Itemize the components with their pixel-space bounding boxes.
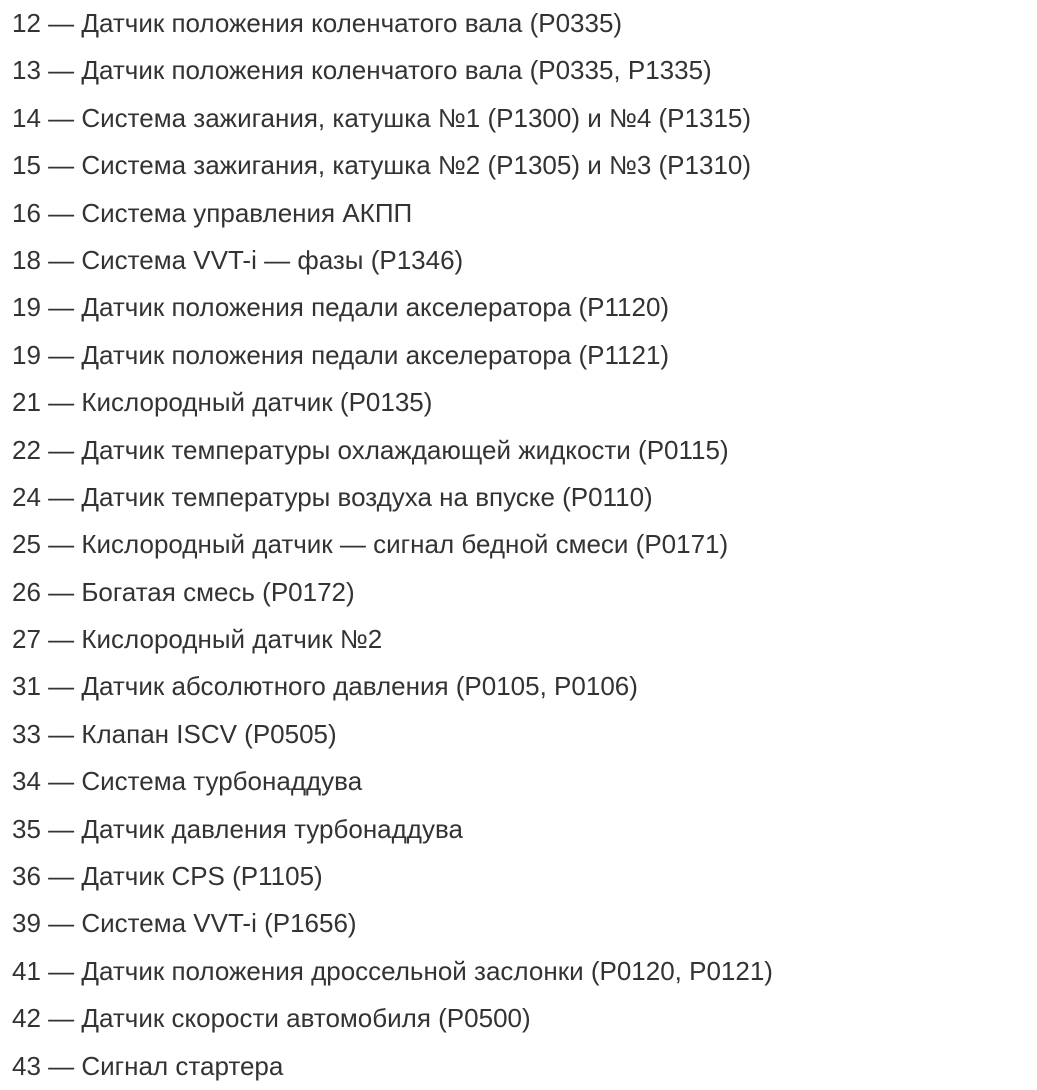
list-item: 41 — Датчик положения дроссельной заслонки (P0120, P0121) bbox=[12, 955, 773, 986]
document-body bbox=[12, 0, 1027, 1090]
list-item: 39 — Система VVT-i (P1656) bbox=[12, 908, 357, 939]
list-item: 31 — Датчик абсолютного давления (P0105, P0106) bbox=[12, 671, 638, 702]
list-item: 16 — Система управления АКПП bbox=[12, 197, 413, 228]
list-item: 27 — Кислородный датчик №2 bbox=[12, 624, 383, 655]
list-item: 24 — Датчик температуры воздуха на впуске (P0110) bbox=[12, 481, 653, 512]
list-item: 25 — Кислородный датчик — сигнал бедной смеси (P0171) bbox=[12, 529, 729, 560]
list-item: 36 — Датчик CPS (P1105) bbox=[12, 861, 323, 892]
list-item: 12 — Датчик положения коленчатого вала (P0335) bbox=[12, 8, 623, 38]
list-item: 43 — Сигнал стартера bbox=[12, 1050, 284, 1081]
list-item: 26 — Богатая смесь (P0172) bbox=[12, 576, 355, 607]
list-item: 15 — Система зажигания, катушка №2 (P1305) и №3 (P1310) bbox=[12, 150, 752, 181]
list-item: 19 — Датчик положения педали акселератора (P1120) bbox=[12, 292, 670, 323]
list-item: 13 — Датчик положения коленчатого вала (P0335, P1335) bbox=[12, 55, 712, 86]
list-item: 33 — Клапан ISCV (P0505) bbox=[12, 718, 337, 749]
list-item: 35 — Датчик давления турбонаддува bbox=[12, 813, 463, 844]
list-item: 18 — Система VVT-i — фазы (P1346) bbox=[12, 244, 464, 275]
list-item: 34 — Система турбонаддува bbox=[12, 766, 363, 797]
error-code-list bbox=[12, 0, 1027, 1090]
list-item: 14 — Система зажигания, катушка №1 (P1300) и №4 (P1315) bbox=[12, 102, 752, 133]
list-item: 21 — Кислородный датчик (P0135) bbox=[12, 387, 433, 418]
list-item: 22 — Датчик температуры охлаждающей жидкости (P0115) bbox=[12, 434, 729, 465]
list-item: 42 — Датчик скорости автомобиля (P0500) bbox=[12, 1003, 531, 1034]
list-item: 19 — Датчик положения педали акселератора (P1121) bbox=[12, 339, 670, 370]
